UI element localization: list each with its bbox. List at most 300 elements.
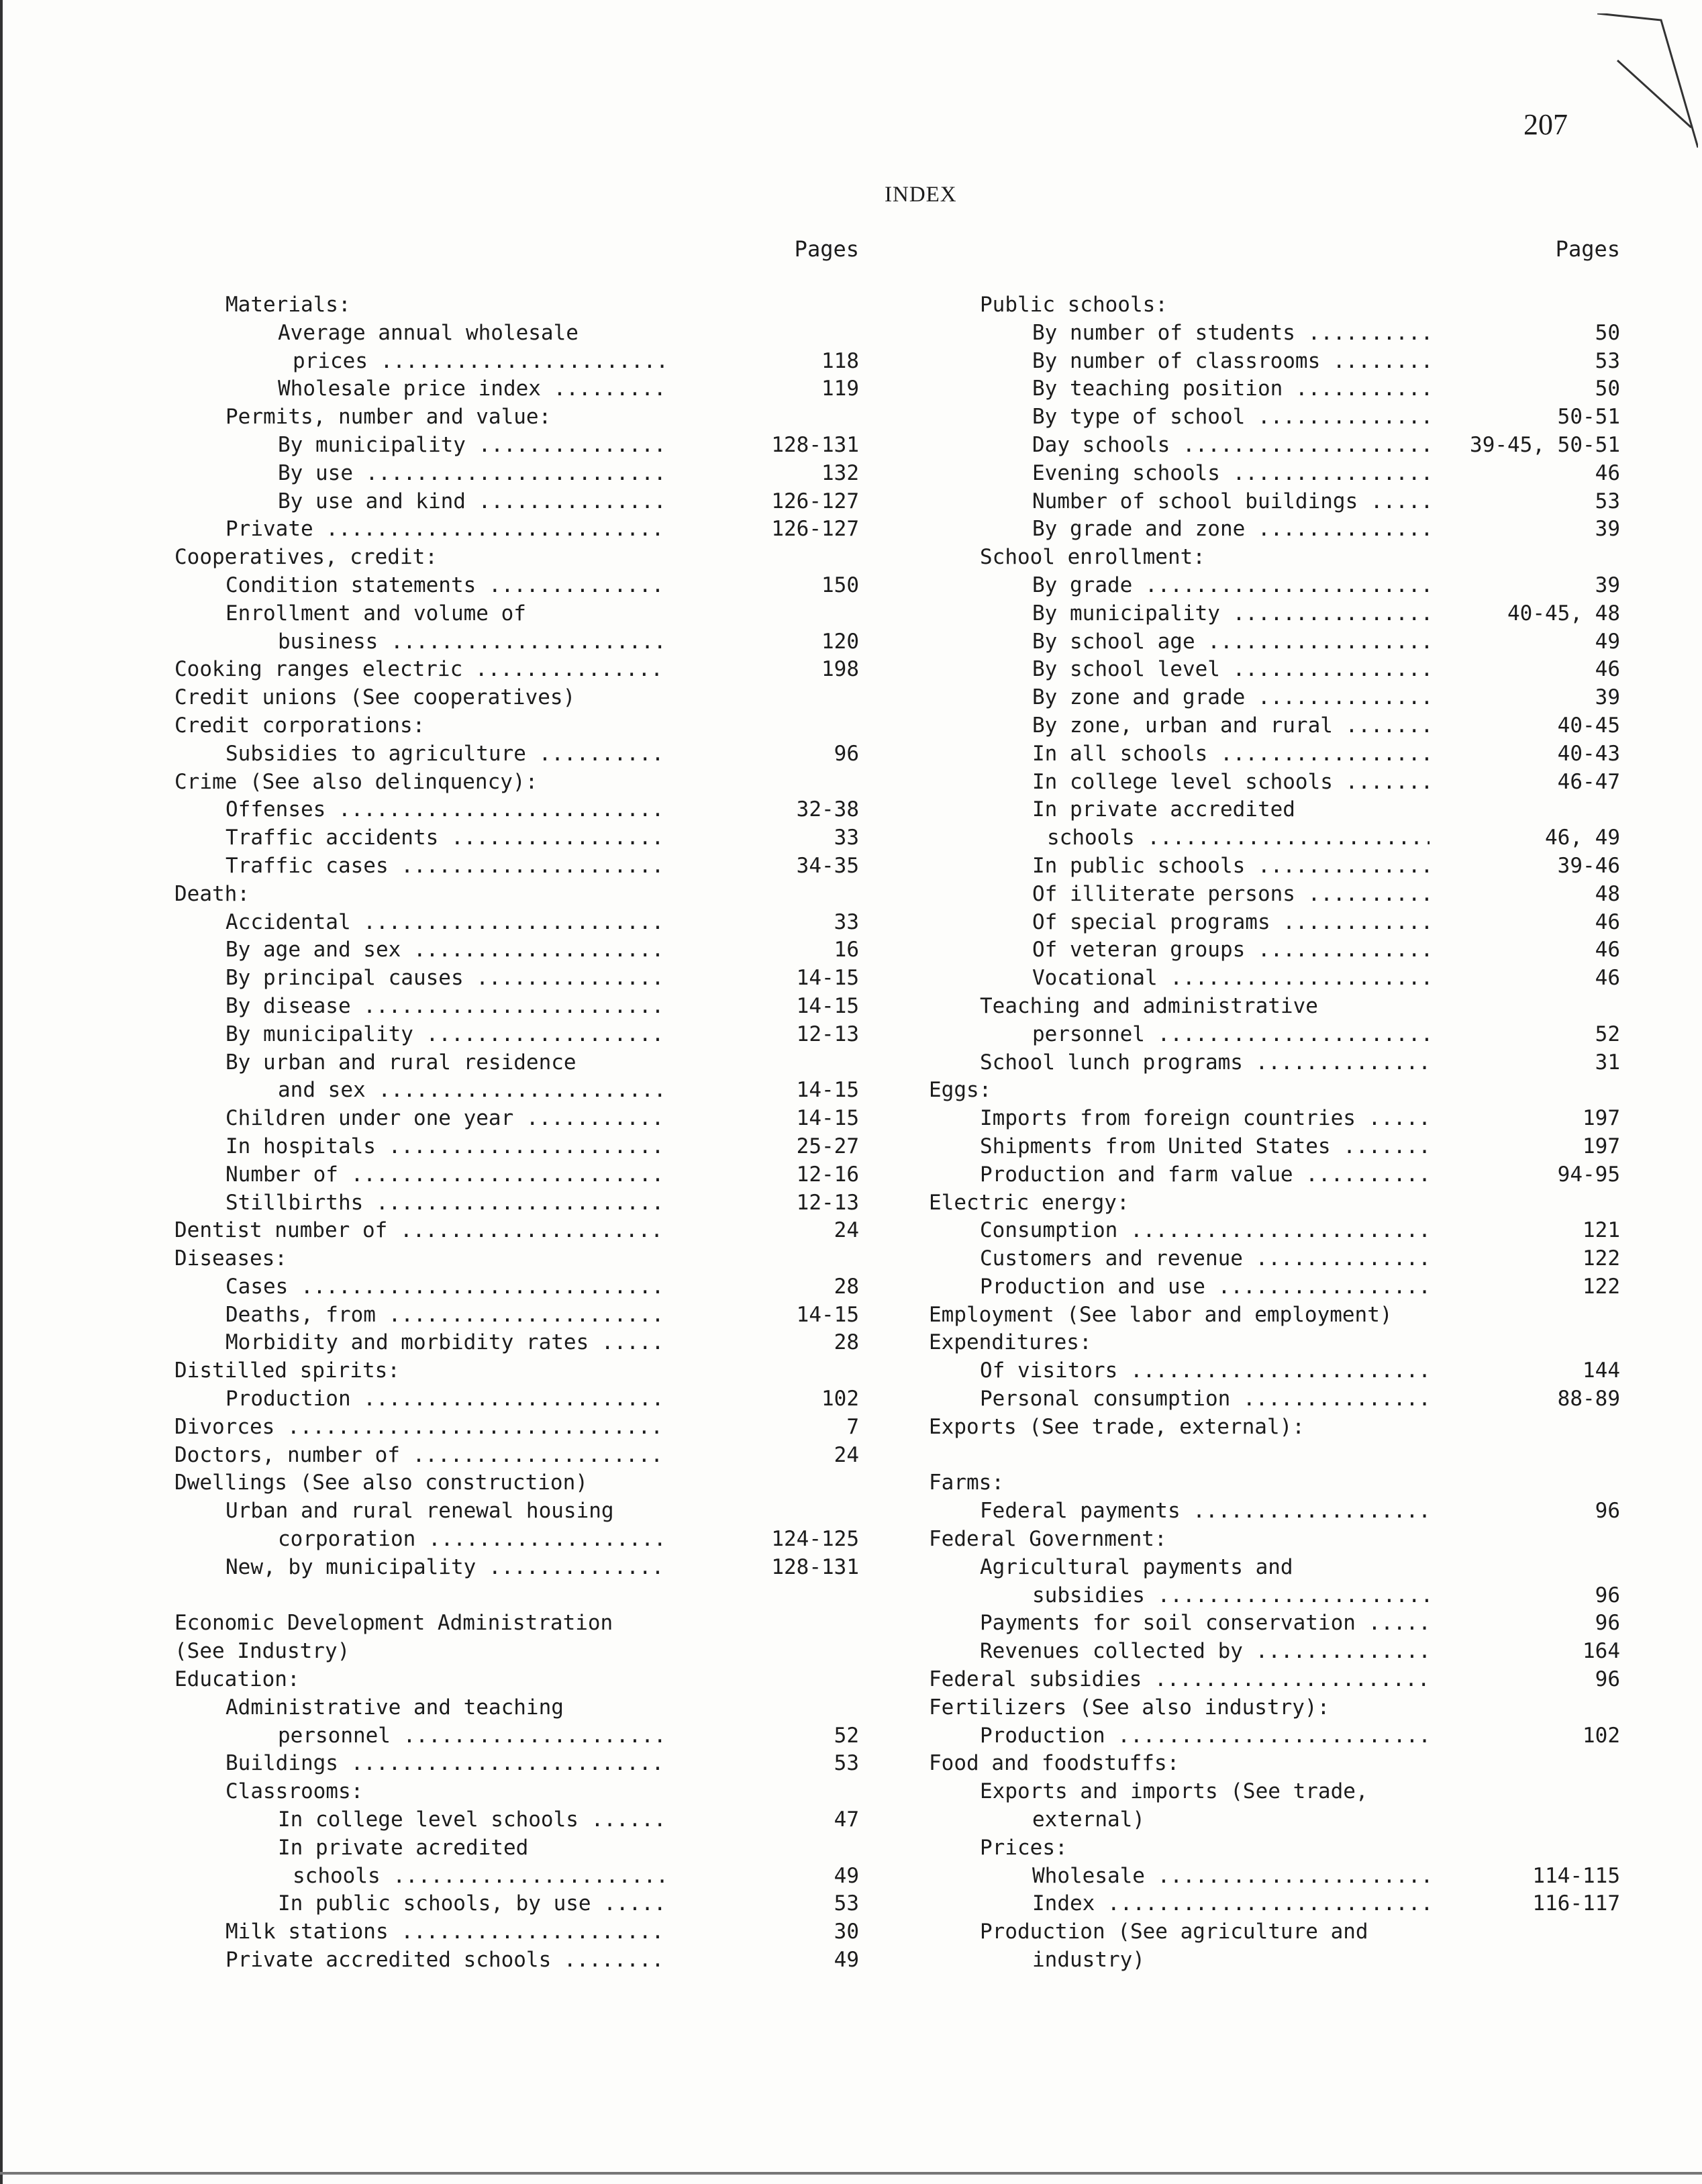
index-entry	[929, 936, 1620, 964]
index-entry-term: Of special programs .....	[1032, 909, 1430, 937]
index-entry-term: Revenues collected by .....	[980, 1638, 1430, 1666]
index-entry	[174, 1609, 859, 1638]
index-entry	[929, 1189, 1620, 1218]
index-entry-term: Federal subsidies .....	[929, 1666, 1430, 1694]
index-entry-pages: 49	[1595, 629, 1620, 654]
index-entry	[174, 1497, 859, 1526]
page-number: 207	[1523, 108, 1568, 141]
index-entry	[929, 1666, 1620, 1694]
index-entry-pages: 122	[1583, 1246, 1620, 1271]
scan-edge-left	[0, 0, 8, 2184]
index-entry	[929, 460, 1620, 488]
index-entry-term: Subsidies to agriculture .....	[226, 740, 668, 768]
index-entry-term: subsidies .....	[1032, 1582, 1430, 1610]
index-entry-term: In hospitals .....	[226, 1133, 668, 1161]
index-entry-term: Wholesale price index .....	[278, 375, 668, 403]
index-entry-pages: 128-131	[771, 1554, 859, 1579]
index-entry-pages: 122	[1583, 1274, 1620, 1299]
index-entry-pages: 144	[1583, 1358, 1620, 1383]
index-entry	[174, 1442, 859, 1470]
index-entry-pages: 119	[821, 377, 859, 401]
index-entry-term: By use and kind .....	[278, 488, 668, 516]
index-entry-term: Expenditures:	[929, 1330, 1092, 1355]
index-entry	[174, 515, 859, 544]
index-entry	[174, 656, 859, 684]
index-column-right	[929, 236, 1620, 1975]
index-entry	[929, 432, 1620, 460]
index-entry-pages: 39	[1595, 573, 1620, 597]
index-entry-term: In private acredited	[278, 1835, 529, 1860]
index-entry-pages: 34-35	[796, 853, 859, 878]
index-entry	[174, 1077, 859, 1105]
index-entry-term: In private accredited	[1032, 797, 1295, 822]
index-entry-term: By disease .....	[226, 993, 668, 1021]
index-entry-term: Number of .....	[226, 1161, 668, 1189]
index-entry-term: Prices:	[980, 1835, 1068, 1860]
index-entry	[174, 1385, 859, 1413]
index-entry	[929, 1778, 1620, 1806]
index-entry-term: Eggs:	[929, 1078, 992, 1103]
index-entry	[174, 1049, 859, 1077]
index-entry-pages: 150	[821, 573, 859, 597]
index-entry-pages: 46	[1595, 938, 1620, 962]
index-entry	[929, 375, 1620, 403]
index-entry-term: Production .....	[226, 1385, 668, 1413]
index-entry	[174, 824, 859, 852]
index-entry	[174, 291, 859, 319]
index-entry	[174, 572, 859, 600]
index-entry	[929, 1890, 1620, 1918]
index-entry-term: Traffic accidents .....	[226, 824, 668, 852]
index-entry-term: Crime (See also delinquency):	[174, 769, 538, 794]
index-entry-term: Shipments from United States .....	[980, 1133, 1430, 1161]
index-entry-term: Electric energy:	[929, 1190, 1130, 1215]
index-entry	[174, 1526, 859, 1554]
index-entry-pages: 121	[1583, 1218, 1620, 1243]
index-entry-term: Farms:	[929, 1471, 1004, 1495]
index-entry	[929, 1750, 1620, 1778]
index-entry	[174, 1582, 859, 1610]
index-entry	[929, 1161, 1620, 1189]
index-entry	[174, 740, 859, 768]
index-entry-pages: 52	[834, 1723, 859, 1748]
index-entry	[929, 1442, 1620, 1470]
index-entry	[929, 1077, 1620, 1105]
index-entry-pages: 46-47	[1557, 769, 1620, 794]
index-entry-term: By municipality .....	[278, 432, 668, 460]
index-entry-pages: 94-95	[1557, 1162, 1620, 1187]
index-entry-pages: 164	[1583, 1639, 1620, 1664]
index-entry-pages: 102	[821, 1387, 859, 1411]
index-entry-term: Buildings .....	[226, 1750, 668, 1778]
index-entry-term: By municipality .....	[226, 1021, 668, 1049]
index-entry	[929, 1638, 1620, 1666]
index-entry-pages: 12-16	[796, 1162, 859, 1187]
index-entry-pages: 40-45, 48	[1507, 601, 1620, 626]
index-entry	[929, 1946, 1620, 1975]
index-entry	[929, 291, 1620, 319]
index-entry	[929, 544, 1620, 572]
index-entry	[929, 1722, 1620, 1750]
index-entry	[929, 572, 1620, 600]
index-entry-term: Enrollment and volume of	[226, 601, 526, 626]
index-entry-pages: 128-131	[771, 432, 859, 457]
index-entry-term: By school age .....	[1032, 628, 1430, 656]
index-entry	[174, 796, 859, 824]
index-entry-term: Private .....	[226, 515, 668, 544]
index-entry-pages: 24	[834, 1218, 859, 1243]
index-entry	[174, 1806, 859, 1834]
index-entries-right	[929, 291, 1620, 1975]
index-entry	[929, 1609, 1620, 1638]
index-entry-term: Children under one year .....	[226, 1105, 668, 1133]
index-entry-term: prices .....	[293, 348, 668, 376]
index-entry	[174, 1722, 859, 1750]
index-entry-term: Cases .....	[226, 1273, 668, 1301]
index-entry-term: Credit corporations:	[174, 713, 426, 738]
index-entry-term: and sex .....	[278, 1077, 668, 1105]
index-entry	[174, 712, 859, 740]
index-entry-pages: 46	[1595, 460, 1620, 485]
index-entry	[929, 319, 1620, 348]
index-entry-pages: 96	[1595, 1667, 1620, 1692]
index-entry-pages: 33	[834, 909, 859, 934]
index-entry-pages: 28	[834, 1330, 859, 1355]
index-entry-term: By urban and rural residence	[226, 1050, 577, 1075]
index-entry-term: By age and sex .....	[226, 936, 668, 964]
index-entry-term: Fertilizers (See also industry):	[929, 1695, 1330, 1720]
index-entry-pages: 96	[834, 741, 859, 766]
index-entry-term: Administrative and teaching	[226, 1695, 564, 1720]
index-entry	[174, 1413, 859, 1442]
index-entry-term: Exports (See trade, external):	[929, 1414, 1305, 1439]
index-entry-pages: 53	[1595, 489, 1620, 513]
index-entry-term: Accidental .....	[226, 909, 668, 937]
index-entry-term: In public schools .....	[1032, 852, 1430, 881]
index-entry-term: In college level schools .....	[278, 1806, 668, 1834]
index-entry	[174, 1217, 859, 1245]
index-entry-term: By use .....	[278, 460, 668, 488]
index-column-left	[174, 236, 859, 1975]
index-entry	[929, 1385, 1620, 1413]
index-entry	[929, 1301, 1620, 1330]
index-entry-term: Divorces .....	[174, 1413, 668, 1442]
index-entry	[174, 1301, 859, 1330]
index-entry-term: Credit unions (See cooperatives)	[174, 685, 576, 710]
index-entry-term: Milk stations .....	[226, 1918, 668, 1946]
index-entry	[174, 1357, 859, 1385]
index-entry-pages: 102	[1583, 1723, 1620, 1748]
index-entry-term: Of veteran groups .....	[1032, 936, 1430, 964]
index-entry-term: Dwellings (See also construction)	[174, 1471, 588, 1495]
index-entry	[174, 460, 859, 488]
index-entry-term: By grade .....	[1032, 572, 1430, 600]
index-entry-term: business .....	[278, 628, 668, 656]
index-entry	[174, 1890, 859, 1918]
index-entry	[174, 1021, 859, 1049]
index-entry	[929, 1863, 1620, 1891]
index-entry-term: New, by municipality .....	[226, 1554, 668, 1582]
index-entry	[174, 1105, 859, 1133]
index-entry-pages: 96	[1595, 1499, 1620, 1524]
index-entry-term: Index .....	[1032, 1890, 1430, 1918]
index-entry	[929, 1245, 1620, 1273]
index-entry	[174, 684, 859, 712]
index-entry-pages: 46	[1595, 909, 1620, 934]
index-entry-term: By zone, urban and rural .....	[1032, 712, 1430, 740]
index-entry-pages: 7	[846, 1414, 859, 1439]
index-entry	[174, 628, 859, 656]
index-entry-pages: 52	[1595, 1022, 1620, 1046]
index-entry	[174, 1863, 859, 1891]
index-entry	[929, 515, 1620, 544]
index-entry	[929, 1497, 1620, 1526]
index-entry-pages: 50-51	[1557, 405, 1620, 430]
page-corner-fold	[1597, 13, 1698, 148]
index-entry-term: By municipality .....	[1032, 600, 1430, 628]
index-entry	[929, 1554, 1620, 1582]
index-entry-term: Employment (See labor and employment)	[929, 1302, 1393, 1327]
index-entry	[929, 1526, 1620, 1554]
index-entry-term: Offenses .....	[226, 796, 668, 824]
index-entry-pages: 40-45	[1557, 713, 1620, 738]
index-entry-term: Of visitors .....	[980, 1357, 1430, 1385]
index-entry-term: Teaching and administrative	[980, 993, 1318, 1018]
index-entry-term: personnel .....	[278, 1722, 668, 1750]
index-entry-pages: 120	[821, 629, 859, 654]
pages-column-header: Pages	[1555, 236, 1620, 262]
index-entry	[929, 740, 1620, 768]
index-entry-pages: 49	[834, 1863, 859, 1888]
index-entry-pages: 14-15	[796, 966, 859, 991]
index-entry-term: Doctors, number of .....	[174, 1442, 668, 1470]
index-entries-left	[174, 291, 859, 1975]
index-entry-term: Private accredited schools .....	[226, 1946, 668, 1975]
index-entry	[174, 936, 859, 964]
index-entry-pages: 12-13	[796, 1190, 859, 1215]
index-entry-term: Evening schools .....	[1032, 460, 1430, 488]
index-entry-term: Cooperatives, credit:	[174, 545, 438, 570]
index-entry-pages: 53	[834, 1891, 859, 1916]
index-entry-term: In all schools .....	[1032, 740, 1430, 768]
index-entry	[174, 881, 859, 909]
index-entry-term: Payments for soil conservation .....	[980, 1609, 1430, 1638]
index-entry-pages: 88-89	[1557, 1387, 1620, 1411]
index-entry	[174, 348, 859, 376]
index-entry-term: Traffic cases .....	[226, 852, 668, 881]
index-entry-pages: 53	[1595, 348, 1620, 373]
index-entry-pages: 40-43	[1557, 741, 1620, 766]
index-entry	[929, 909, 1620, 937]
index-entry-term: By school level .....	[1032, 656, 1430, 684]
index-entry	[929, 768, 1620, 797]
index-entry	[174, 909, 859, 937]
index-entry-pages: 126-127	[771, 489, 859, 513]
index-entry	[929, 881, 1620, 909]
index-entry	[929, 1918, 1620, 1946]
index-entry-term: industry)	[1032, 1948, 1145, 1973]
index-entry	[929, 628, 1620, 656]
index-entry-term: Average annual wholesale	[278, 320, 579, 345]
index-entry	[929, 993, 1620, 1021]
index-entry	[174, 1694, 859, 1722]
index-entry	[174, 403, 859, 432]
pages-column-header: Pages	[794, 236, 859, 262]
index-entry	[174, 319, 859, 348]
index-entry-pages: 50	[1595, 320, 1620, 345]
index-entry-pages: 48	[1595, 881, 1620, 906]
index-entry	[174, 1161, 859, 1189]
index-entry	[174, 488, 859, 516]
index-entry-term: schools .....	[1047, 824, 1430, 852]
index-entry-pages: 116-117	[1532, 1891, 1620, 1916]
index-entry-term: Cooking ranges electric .....	[174, 656, 668, 684]
index-entry-pages: 46, 49	[1545, 826, 1620, 850]
index-entry	[929, 712, 1620, 740]
index-entry-pages: 118	[821, 348, 859, 373]
index-entry-term: Economic Development Administration	[174, 1611, 613, 1636]
index-entry-pages: 39-46	[1557, 853, 1620, 878]
index-entry	[929, 1834, 1620, 1863]
index-entry-term: Imports from foreign countries .....	[980, 1105, 1430, 1133]
index-entry-term: Wholesale .....	[1032, 1863, 1430, 1891]
index-entry	[929, 1469, 1620, 1497]
index-entry-term: By number of classrooms .....	[1032, 348, 1430, 376]
index-entry-term: corporation .....	[278, 1526, 668, 1554]
index-entry-term: Vocational .....	[1032, 964, 1430, 993]
index-entry-term: Customers and revenue .....	[980, 1245, 1430, 1273]
index-entry-term: Public schools:	[980, 293, 1168, 317]
index-entry-pages: 96	[1595, 1583, 1620, 1607]
index-entry-term: Of illiterate persons .....	[1032, 881, 1430, 909]
index-entry-term: In college level schools .....	[1032, 768, 1430, 797]
index-entry-term: Permits, number and value:	[226, 405, 552, 430]
index-entry	[929, 1273, 1620, 1301]
index-entry	[929, 964, 1620, 993]
index-entry-term: By principal causes .....	[226, 964, 668, 993]
index-entry-term: Exports and imports (See trade,	[980, 1779, 1368, 1804]
index-entry-term: schools .....	[293, 1863, 668, 1891]
index-entry-pages: 198	[821, 657, 859, 682]
index-entry-term: By teaching position .....	[1032, 375, 1430, 403]
index-entry	[174, 1778, 859, 1806]
index-entry-pages: 16	[834, 938, 859, 962]
index-entry	[174, 1666, 859, 1694]
index-entry	[929, 488, 1620, 516]
index-entry	[174, 1638, 859, 1666]
page-title: INDEX	[885, 183, 957, 207]
index-entry	[929, 1217, 1620, 1245]
index-entry	[174, 964, 859, 993]
index-entry-term: By number of students .....	[1032, 319, 1430, 348]
index-entry-pages: 30	[834, 1920, 859, 1944]
index-entry	[929, 1582, 1620, 1610]
index-entry	[174, 432, 859, 460]
index-entry-term: Production and farm value .....	[980, 1161, 1430, 1189]
index-entry-pages: 50	[1595, 377, 1620, 401]
index-entry	[929, 348, 1620, 376]
index-entry-term: Consumption .....	[980, 1217, 1430, 1245]
index-entry-pages: 33	[834, 826, 859, 850]
index-entry-pages: 39-45, 50-51	[1470, 432, 1620, 457]
index-entry-pages: 28	[834, 1274, 859, 1299]
index-entry-pages: 46	[1595, 966, 1620, 991]
index-entry	[174, 1189, 859, 1218]
index-entry	[929, 1133, 1620, 1161]
index-entry-term: Federal Government:	[929, 1527, 1167, 1552]
index-entry-pages: 96	[1595, 1611, 1620, 1636]
index-entry-term: Urban and rural renewal housing	[226, 1499, 614, 1524]
index-entry	[174, 1918, 859, 1946]
index-entry-pages: 46	[1595, 657, 1620, 682]
index-entry-pages: 126-127	[771, 517, 859, 542]
index-entry	[929, 403, 1620, 432]
index-entry-pages: 39	[1595, 685, 1620, 710]
index-entry-term: personnel .....	[1032, 1021, 1430, 1049]
index-entry-pages: 12-13	[796, 1022, 859, 1046]
index-entry	[174, 544, 859, 572]
index-entry	[929, 852, 1620, 881]
index-entry	[929, 656, 1620, 684]
index-entry-term: School enrollment:	[980, 545, 1205, 570]
index-entry	[929, 796, 1620, 824]
index-entry-term: Materials:	[226, 293, 351, 317]
index-entry	[929, 1806, 1620, 1834]
index-entry-pages: 114-115	[1532, 1863, 1620, 1888]
index-entry-term: Deaths, from .....	[226, 1301, 668, 1330]
index-entry	[929, 1357, 1620, 1385]
index-entry	[174, 1834, 859, 1863]
index-entry	[174, 1329, 859, 1357]
index-entry-term: Dentist number of .....	[174, 1217, 668, 1245]
index-entry-term: By type of school .....	[1032, 403, 1430, 432]
index-entry-term: By zone and grade .....	[1032, 684, 1430, 712]
index-entry-pages: 25-27	[796, 1134, 859, 1158]
index-entry	[174, 768, 859, 797]
index-entry-pages: 197	[1583, 1106, 1620, 1131]
index-entry-term: Agricultural payments and	[980, 1554, 1293, 1579]
index-entry-term: Day schools .....	[1032, 432, 1430, 460]
scan-edge-bottom	[0, 2172, 1702, 2175]
index-entry-term: Personal consumption .....	[980, 1385, 1430, 1413]
index-entry-term: Condition statements .....	[226, 572, 668, 600]
index-entry	[174, 1946, 859, 1975]
index-entry	[174, 1750, 859, 1778]
index-entry	[174, 600, 859, 628]
index-entry-pages: 49	[834, 1948, 859, 1973]
index-entry-term: Federal payments .....	[980, 1497, 1430, 1526]
index-entry-term: Production and use .....	[980, 1273, 1430, 1301]
index-entry-term: Classrooms:	[226, 1779, 364, 1804]
index-entry-term: Food and foodstuffs:	[929, 1751, 1180, 1776]
index-entry	[929, 1105, 1620, 1133]
index-entry	[929, 1413, 1620, 1442]
index-entry-pages: 132	[821, 460, 859, 485]
index-entry-pages: 124-125	[771, 1527, 859, 1552]
index-entry-term: Number of school buildings .....	[1032, 488, 1430, 516]
index-entry	[929, 1694, 1620, 1722]
index-entry	[174, 1133, 859, 1161]
index-entry-term: Morbidity and morbidity rates .....	[226, 1329, 668, 1357]
index-entry	[174, 1245, 859, 1273]
index-entry-term: In public schools, by use .....	[278, 1890, 668, 1918]
index-entry-term: Distilled spirits:	[174, 1358, 400, 1383]
index-entry-pages: 53	[834, 1751, 859, 1776]
index-entry-pages: 31	[1595, 1050, 1620, 1075]
index-entry	[929, 600, 1620, 628]
index-entry-pages: 24	[834, 1442, 859, 1467]
index-entry-pages: 14-15	[796, 1106, 859, 1131]
